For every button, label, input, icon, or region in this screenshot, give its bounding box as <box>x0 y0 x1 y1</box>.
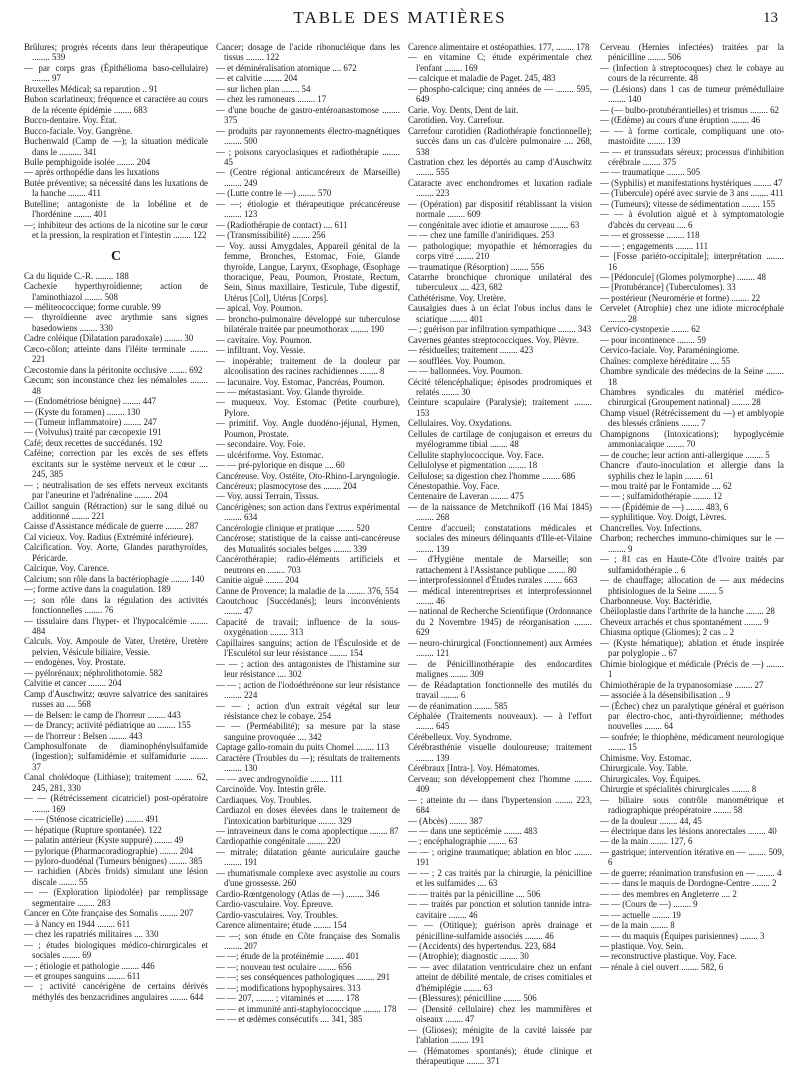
index-entry: — — traumatique ........ 505 <box>600 167 701 178</box>
index-entry: — secondaire. Voy. Foie. <box>216 439 306 450</box>
index-entry: Causalgies dues à un éclat l'obus inclus dans le sciatique ........ 401 <box>408 303 592 324</box>
index-entry: Buchenwald (Camp de —); la situation médicale dans le .......... 341 <box>24 136 208 157</box>
index-entry: Caractère (Troubles du —); résultats de traitements ........ 130 <box>216 752 400 774</box>
index-entry: — — ballonnées. Voy. Poumon. <box>408 366 523 377</box>
index-entry: Ca du liquide C.-R. ........ 188 <box>24 270 129 281</box>
index-entry: — — des membres en Angleterre .... 2 <box>600 888 737 899</box>
index-entry: — congénitale avec idiotie et amaurose ........ 63 <box>408 219 580 230</box>
index-entry: — — (Sténose cicatricielle) ........ 491 <box>24 814 159 825</box>
index-entry: — ; neutralisation de ses effets nerveux excitants par l'aneurine et l'adrénaline ........ 204 <box>24 479 208 501</box>
index-entry: Cæco-côlon; atteinte dans l'iléite terminale ........ 221 <box>24 343 208 365</box>
index-entry: Cataracte avec enchondromes et luxation radiale ........ 223 <box>408 177 592 199</box>
index-entry: — pathologique; myopathie et hémorragies du corps vitré ........ 210 <box>408 240 592 262</box>
index-entry: — — dans une septicémie ........ 483 <box>408 825 538 836</box>
index-column-3 <box>408 42 592 1074</box>
index-entry: Cæcum; son inconstance chez les némaloles ........ 48 <box>24 375 208 396</box>
index-entry: Bruxelles Médical; sa reparution .. 91 <box>24 83 158 94</box>
index-entry: Caoutchouc [Succédanés]; leurs inconvénients ........ 47 <box>216 596 400 617</box>
index-entry: — (Transmissibilité) ........ 256 <box>216 230 326 241</box>
page-number: 13 <box>763 10 778 26</box>
index-entry: — soufrée; le thiophène, médicament neurologique ........ 15 <box>600 731 784 753</box>
index-entry: Cancérothérapie; radio-éléments artificiels et neutrons en ........ 703 <box>216 554 400 575</box>
index-entry: Cerveau; son développement chez l'homme ........ 409 <box>408 773 592 795</box>
index-entry: Cellulaires. Voy. Oxydations. <box>408 418 512 429</box>
index-entry: — de guerre; réanimation transfusion en — ........ 4 <box>600 867 782 878</box>
index-entry: — —; son étude en Côte française des Somalis ........ 207 <box>216 930 400 951</box>
index-entry: — de chauffage; allocation de — aux médecins phtisiologues de la Seine ........ 5 <box>600 575 784 596</box>
index-entry: — — chez une famille d'aniridiques. 253 <box>408 230 555 241</box>
index-entry: Cécité télencéphalique; épisodes prodromiques et relatés ........ 30 <box>408 376 592 397</box>
index-entry: — —; étude de la protéinémie ........ 401 <box>216 951 360 962</box>
index-entry: — (Infection à streptocoques) chez le cobaye au cours de la récurrente. 48 <box>600 62 784 84</box>
index-entry: — de couche; leur action anti-allergique ........ 5 <box>600 449 770 460</box>
index-entry: — de l'horreur : Belsen ........ 443 <box>24 730 143 741</box>
index-entry: — ; activité cancérigène de certains dérivés méthylés des benzacridines angulaires ........ 644 <box>24 981 208 1002</box>
index-entry: Centenaire de Laveran ........ 475 <box>408 491 524 502</box>
index-entry: — ; étiologie et pathologie ........ 446 <box>24 960 155 971</box>
index-entry: Carotidien. Voy. Carrefour. <box>408 115 504 126</box>
index-entry: Cardio-Rœntgenology (Atlas de —) ........ 346 <box>216 888 380 899</box>
index-entry: — (Tubercule) opéré avec survie de 3 ans ........ 411 <box>600 188 784 199</box>
index-entry: — de Pénicillinothérapie des endocardites malignes ........ 309 <box>408 658 592 680</box>
index-entry: — pyloro-duodénal (Tumeurs bénignes) ........ 385 <box>24 855 203 866</box>
running-head <box>0 6 800 32</box>
index-entry: — ; atteinte du — dans l'hypertension ........ 223, 684 <box>408 794 592 816</box>
index-entry: — — pré-pylorique en disque .... 60 <box>216 460 345 471</box>
index-entry: — broncho-pulmonaire développé sur tuberculose bilatérale traitée par pneumothorax ........ 190 <box>216 313 400 335</box>
index-entry: Cénestopathie. Voy. Face. <box>408 481 500 492</box>
index-entry: Cardiaques. Voy. Troubles. <box>216 794 312 805</box>
index-entry: — et calvitie ........ 204 <box>216 73 298 84</box>
index-entry: Bulle pemphigoïde isolée ........ 204 <box>24 156 151 167</box>
index-entry: — mou traité par le Fontamide .... 62 <box>600 481 732 492</box>
index-entry: Champignons (Intoxications); hypoglycémie ammoniacaïque ........ 70 <box>600 428 784 450</box>
section-letter: C <box>110 248 122 264</box>
index-column-1 <box>24 42 208 1074</box>
index-entry: — d'Hygiène mentale de Marseille; son rattachement à l'Assistance publique ........ 80 <box>408 554 592 575</box>
index-entry: — ; poisons caryoclasiques et radiothérapie ........ 45 <box>216 146 400 167</box>
index-entry: Carie. Voy. Dents, Dent de lait. <box>408 104 519 115</box>
index-entry: Chancre d'auto-inoculation et allergie dans la syphilis chez le lapin ........ 61 <box>600 460 784 481</box>
index-entry: Cervico-cystopexie ........ 62 <box>600 324 701 335</box>
index-entry: Canne de Provence; la maladie de la ........ 376, 554 <box>216 585 399 596</box>
index-entry: — endogènes. Voy. Prostate. <box>24 657 126 668</box>
index-entry: Cellulolyse et pigmentation ........ 18 <box>408 460 538 471</box>
index-entry: — hépatique (Rupture spontanée). 122 <box>24 824 162 835</box>
index-entry: — — avec dilatation ventriculaire chez un enfant atteint de débilité mentale, de crises comitiales et d'hémiplégie ........ 63 <box>408 961 592 993</box>
index-entry: — — actuelle ........ 19 <box>600 909 681 920</box>
index-entry: Champ visuel (Rétrécissement du —) et amblyopie des blessés crâniens ........ 7 <box>600 407 784 429</box>
index-entry: — après orthopédie dans les luxations <box>24 167 160 178</box>
index-entry: — biliaire sous contrôle manométrique et radiographique préopératoire ........ 58 <box>600 794 784 816</box>
index-entry: — de la main ........ 127, 6 <box>600 836 693 847</box>
index-entry: — médical interentreprises et interprofessionnel ........ 46 <box>408 585 592 607</box>
index-entry: — — à forme corticale, compliquant une oto-mastoïdite ........ 139 <box>600 125 784 147</box>
index-entry: Caféine; correction par les excès de ses effets excitants sur le système nerveux et le cœur .... 245, 385 <box>24 448 208 480</box>
index-entry: — — à évolution aiguë et à symptomatologie d'abcès du cerveau .... 6 <box>600 209 784 230</box>
index-entry: — — (Cours de —) ........ 9 <box>600 899 698 910</box>
index-entry: — chez les rapatriés militaires .... 330 <box>24 929 159 940</box>
index-entry: — de la main ........ 8 <box>600 920 675 931</box>
index-entry: Cérébelleux. Voy. Syndrome. <box>408 731 512 742</box>
index-entry: — primitif. Voy. Angle duodéno-jéjunal, Hymen, Poumon, Prostate. <box>216 418 400 439</box>
index-entry: — (Hématomes spontanés); étude clinique et thérapeutique ........ 371 <box>408 1045 592 1066</box>
index-entry: — national de Recherche Scientifique (Ordonnance du 2 Novembre 1945) de réorganisation ........ 629 <box>408 606 592 638</box>
index-entry: — et groupes sanguins ........ 611 <box>24 970 141 981</box>
index-entry: — (— bulbo-protubérantielles) et trismus ........ 62 <box>600 104 779 115</box>
index-entry: — pour incontinence ........ 59 <box>600 334 706 345</box>
index-entry: Chimiothérapie de la trypanosomiase ........ 27 <box>600 679 764 690</box>
index-entry: — (Opération) par dispositif rétablissant la vision normale ........ 609 <box>408 198 592 220</box>
index-entry: — soufflées. Voy. Poumon. <box>408 355 506 366</box>
index-entry: Calculs. Voy. Ampoule de Vater, Uretère, Uretère pelvien, Vésicule biliaire, Vessie. <box>24 636 208 657</box>
index-entry: Cérébraux [Intra-]. Voy. Hématomes. <box>408 763 540 774</box>
index-entry: Café; deux recettes de succédanés. 192 <box>24 437 163 448</box>
index-entry: — — (Otitique); guérison après drainage et pénicilline-sulfamide associés ........ 46 <box>408 920 592 941</box>
index-entry: — inopérable; traitement de la douleur par alcoolisation des racines rachidiennes ........ 8 <box>216 355 400 377</box>
index-entry: Captage gallo-romain du puits Chomel ........ 113 <box>216 742 390 753</box>
index-entry: — (Glioses); ménigite de la cavité laissée par l'ablation ........ 191 <box>408 1024 592 1046</box>
index-entry: — mitrale; dilatation géante auriculaire gauche ........ 191 <box>216 846 400 868</box>
index-entry: — — et œdèmes consécutifs .... 341, 385 <box>216 1014 363 1025</box>
index-entry: — — ; sulfamidothérapie ........ 12 <box>600 491 723 502</box>
index-entry: Camphosulfonate de diaminophénylsulfamide (Ingestion); sulfamidémie et sulfamidurie ........ 37 <box>24 741 208 772</box>
index-entry: — [Protubérance] (Tuberculomes). 33 <box>600 282 736 293</box>
index-entry: — Voy. aussi Amygdales, Appareil génital de la femme, Bronches, Estomac, Foie, Glande thyroïde, Langue, Larynx, Œsophage, Œsophage thoracique, Peau, Poumon, Prostate, Rectum, Sein, Sinus maxillaire, Testicule, Tube digestif, Utérus [Col], Utérus [Corps]. <box>216 240 400 303</box>
index-entry: — — et transsudats séreux; processus d'inhibition cérébrale ........ 375 <box>600 146 784 167</box>
index-entry: Chéiloplastie dans l'arthrite de la hanche ........ 28 <box>600 606 775 617</box>
index-entry: — (Endométriose bénigne) ........ 447 <box>24 396 157 407</box>
index-entry: — infiltrant. Voy. Vessie. <box>216 345 306 356</box>
index-entry: — de la naissance de Metchnikoff (16 Mai 1845) ........ 268 <box>408 501 592 523</box>
index-entry: Centre d'accueil; constatations médicales et sociales des mineurs délinquants d'Ille-et-Vilaine ........ 139 <box>408 522 592 554</box>
index-entry: Cervico-faciale. Voy. Paraméningiome. <box>600 345 740 356</box>
index-entry: — associée à la désensibilisation .. 9 <box>600 690 731 701</box>
index-entry: — (Accidents) des hypertendus. 223, 684 <box>408 940 556 951</box>
index-entry: Cardiazol en doses élevées dans le traitement de l'intoxication barbiturique ........ 329 <box>216 805 400 826</box>
index-entry: — de réanimation ........ 585 <box>408 700 508 711</box>
index-column-2 <box>216 42 400 1074</box>
index-entry: Cellules de cartilage de conjugaison et erreurs du myélogramme tibial ........ 48 <box>408 428 592 450</box>
index-entry: — — ; engagements ........ 111 <box>600 240 709 251</box>
index-entry: Cervelet (Atrophie) chez une idiote microcéphale ........ 28 <box>600 303 784 324</box>
index-entry: Cancérigènes; son action dans l'extrus expérimental ........ 634 <box>216 501 400 523</box>
index-entry: — de Réadaptation fonctionnelle des mutilés du travail ........ 6 <box>408 679 592 701</box>
index-entry: Bubon scarlatineux; fréquence et caractère au cours de la récente épidémie ........ 683 <box>24 94 208 115</box>
index-entry: Catarrhe bronchique chronique unilatéral des tuberculeux .... 423, 682 <box>408 271 592 293</box>
index-entry: Canal cholédoque (Lithiase); traitement ........ 62, 245, 281, 330 <box>24 772 208 793</box>
index-entry: Chirurgicale. Voy. Table. <box>600 763 689 774</box>
index-entry: — (Kyste hématique); ablation et étude inspirée par polyglopie .. 67 <box>600 637 784 659</box>
index-entry: — — ; origine traumatique; ablation en bloc ........ 191 <box>408 846 592 868</box>
index-entry: Chiasma optique (Gliomes); 2 cas .. 2 <box>600 627 735 638</box>
index-entry: — plastique. Voy. Sein. <box>600 940 684 951</box>
index-entry: Brûlures; progrès récents dans leur thérapeutique ........ 539 <box>24 42 208 63</box>
index-entry: Camp d'Auschwitz; œuvre salvatrice des sanitaires russes au .... 568 <box>24 688 208 710</box>
index-entry: Capillaires sanguins; action de l'Ésculoside et de l'Esculétol sur leur résistance ........ 154 <box>216 637 400 659</box>
index-entry: Ceinture scapulaire (Paralysie); traitement ........ 153 <box>408 397 592 418</box>
index-entry: —; son rôle dans la régulation des activités fonctionnelles ........ 76 <box>24 594 208 616</box>
index-entry: — chez les ramoneurs ........ 17 <box>216 94 327 105</box>
index-entry: — à Nancy en 1944 ........ 611 <box>24 918 131 929</box>
index-entry: — (Lutte contre le —) ........ 570 <box>216 188 332 199</box>
index-entry: Cancer en Côte française des Somalis ........ 207 <box>24 908 194 919</box>
index-entry: — — 207, ........ ; vitaminés et ........ 178 <box>216 993 360 1004</box>
index-entry: Cardio-vasculaires. Voy. Troubles. <box>216 909 339 920</box>
index-entry: — ; 81 cas en Haute-Côte d'Ivoire traités par sulfamidothérapie .. 6 <box>600 554 784 575</box>
index-entry: Cellulite staphylococcique. Voy. Face. <box>408 449 544 460</box>
index-entry: — ulcériforme. Voy. Estomac. <box>216 449 324 460</box>
index-entry: Chirurgicales. Voy. Équipes. <box>600 773 701 784</box>
index-entry: — cavitaire. Voy. Poumon. <box>216 334 312 345</box>
index-entry: — postérieur (Neuromérie et forme) ........ 22 <box>600 292 761 303</box>
index-entry: Calcique. Voy. Carence. <box>24 563 110 574</box>
index-entry: — —; étiologie et thérapeutique précancéreuse ........ 123 <box>216 198 400 220</box>
index-entry: — intraveineux dans le coma apoplectique ........ 87 <box>216 825 399 836</box>
index-entry: Carence alimentaire et ostéopathies. 177, ........ 178 <box>408 42 590 52</box>
index-entry: Bucco-faciale. Voy. Gangrène. <box>24 125 133 136</box>
index-entry: —; inhibiteur des actions de la nicotine sur le cœur et la pression, la respiration et l'intestin ........ 122 <box>24 219 208 241</box>
index-entry: Cachexie hyperthyroïdienne; action de l'aminothiazol ........ 508 <box>24 281 208 302</box>
index-entry: — pylorique (Pharmacoradiographie) ........ 204 <box>24 845 194 856</box>
index-entry: Chambre syndicale des médecins de la Seine ........ 18 <box>600 366 784 387</box>
index-entry: Cancérologie clinique et pratique ........ 520 <box>216 522 370 533</box>
index-entry: Butelline; antagoniste de la lobéline et de l'hordénine ........ 401 <box>24 198 208 220</box>
index-entry: Butée préventive; sa nécessité dans les luxations de la hanche ........ 411 <box>24 177 208 199</box>
index-entry: — Voy. aussi Terrain, Tissus. <box>216 491 320 502</box>
index-entry: — de la douleur ........ 44, 45 <box>600 815 702 826</box>
index-entry: — thyroïdienne avec arythmie sans signes basedowiens ........ 330 <box>24 312 208 333</box>
index-entry: — — (Perméabilité); sa mesure par la stase sanguine provoquée .... 342 <box>216 721 400 742</box>
index-entry: — interprofessionnel d'Études rurales ........ 663 <box>408 575 578 586</box>
index-entry: — — et immunité anti-staphylococcique ........ 178 <box>216 1003 397 1014</box>
index-entry: — (Lésions) dans 1 cas de tumeur prémédullaire ........ 140 <box>600 83 784 105</box>
index-entry: Bucco-dentaire. Voy. État. <box>24 115 117 126</box>
index-entry: — gastrique; intervention itérative en — ........ 509, 6 <box>600 846 784 868</box>
index-entry: — de Belsen: le camp de l'horreur ........ 443 <box>24 709 181 720</box>
index-entry: — calcique et maladie de Paget. 245, 483 <box>408 73 556 84</box>
index-entry: — phospho-calcique; cinq années de — ........ 595, 649 <box>408 83 592 105</box>
index-entry: Cérébrasthénie visuelle douloureuse; traitement ........ 139 <box>408 742 592 763</box>
index-entry: Calcium; son rôle dans la bactériophagie ........ 140 <box>24 573 205 584</box>
index-entry: — rachidien (Abcès froids) simulant une lésion discale ........ 55 <box>24 866 208 887</box>
index-entry: Cæcostomie dans la péritonite occlusive ........ 692 <box>24 364 203 375</box>
index-entry: — (Centre régional anticancéreux de Marseille) ........ 249 <box>216 167 400 188</box>
index-entry: — pyélorénaux; néphrolithotomie. 582 <box>24 667 163 678</box>
index-entry: — (Kyste du foramen) ........ 130 <box>24 406 141 417</box>
index-entry: Carence alimentaire; étude ........ 154 <box>216 920 347 931</box>
index-entry: — — ; action de l'iodoéthrénone sur leur résistance ........ 224 <box>216 679 400 701</box>
index-entry: — électrique dans les lésions anorectales ........ 40 <box>600 825 777 836</box>
index-entry: Cancéreux; plasmocytose des ........ 204 <box>216 481 357 492</box>
index-entry: — (Tumeur inflammatoire) ........ 247 <box>24 416 157 427</box>
index-entry: — sur lichen plan ........ 54 <box>216 83 311 94</box>
index-entry: — — traités par la pénicilline .... 506 <box>408 888 541 899</box>
index-entry: Caisse d'Assistance médicale de guerre ........ 287 <box>24 521 199 532</box>
index-entry: — — ; action des antagonistes de l'histamine sur leur résistance .... 302 <box>216 658 400 680</box>
index-entry: Cardiopathie congénitale ........ 220 <box>216 836 341 847</box>
index-entry: Carcinoïde. Voy. Intestin grêle. <box>216 784 327 795</box>
index-entry: Chimie biologique et médicale (Précis de —) ........ 1 <box>600 658 784 680</box>
index-entry: Chimisme. Voy. Estomac. <box>600 752 692 763</box>
index-entry: — — (Exploration lipiodolée) par remplissage segmentaire ........ 283 <box>24 887 208 908</box>
index-entry: — ; études biologiques médico-chirurgicales et sociales ........ 69 <box>24 939 208 961</box>
index-entry: Calvitie et cancer ........ 204 <box>24 678 122 689</box>
index-entry: — ; guérison par infiltration sympathique ........ 343 <box>408 324 592 335</box>
index-entry: — —; nouveau test oculaire ........ 656 <box>216 961 352 972</box>
index-entry: — [Fosse pariéto-occipitale]; interprétation ........ 16 <box>600 251 784 272</box>
index-entry: Capacité de travail; influence de la sous-oxygénation ........ 313 <box>216 616 400 638</box>
index-entry: — résiduelles; traitement ........ 423 <box>408 345 534 356</box>
index-column-4 <box>600 42 784 1074</box>
index-entry: — — ; 2 cas traités par la chirurgie, la pénicilline et les sulfamides .... 63 <box>408 867 592 889</box>
index-entry: Charbonneuse. Voy. Bactéridie. <box>600 596 712 607</box>
index-entry: — — ; action d'un extrait végétal sur leur résistance chez le cobaye. 254 <box>216 700 400 721</box>
index-entry: — — (Épidémie de —) ........ 483, 6 <box>600 501 729 512</box>
index-entry: Chambres syndicales du matériel médico-chirurgical (Groupement national) ........ 28 <box>600 386 784 408</box>
index-entry: — rhumatismale complexe avec asystolie au cours d'une grossesse. 260 <box>216 867 400 889</box>
index-entry: Castration chez les déportés au camp d'Auschwitz ........ 555 <box>408 156 592 178</box>
index-entry: Cancérose; statistique de la caisse anti-cancéreuse des Mutualités sociales belges ........ 339 <box>216 533 400 554</box>
index-entry: — (Radiothérapie de contact) .... 611 <box>216 219 348 230</box>
index-entry: Cancéreuse. Voy. Ostéite, Oto-Rhino-Laryngologie. <box>216 470 400 481</box>
index-entry: — ; encéphalographie ........ 63 <box>408 836 518 847</box>
index-entry: Cathétérisme. Voy. Uretère. <box>408 292 506 303</box>
index-entry: — (Volvulus) traité par cæcopexie 191 <box>24 427 162 438</box>
index-entry: Cadre coléique (Dilatation paradoxale) ........ 30 <box>24 333 194 344</box>
index-entry: — en vitamine C; étude expérimentale chez l'enfant ........ 169 <box>408 52 592 73</box>
index-entry: — —; modifications hypophysaires. 313 <box>216 982 361 993</box>
index-entry: Céphalée (Traitements nouveaux). — à l'effort ........ 645 <box>408 711 592 732</box>
index-entry: Cal vicieux. Voy. Radius (Extrémité inférieure). <box>24 531 194 542</box>
index-entry: Chirurgie et spécialités chirurgicales ........ 8 <box>600 784 757 795</box>
index-columns <box>24 42 784 1074</box>
index-entry: — (Blessures); pénicilline ........ 506 <box>408 993 537 1004</box>
index-entry: — (Œdème) au cours d'une éruption ........ 46 <box>600 115 761 126</box>
index-entry: — (Tumeurs); vitesse de sédimentation ........ 155 <box>600 198 776 209</box>
index-entry: — syphilitique. Voy. Doigt, Lèvres. <box>600 512 727 523</box>
index-entry: — reconstructive plastique. Voy. Face. <box>600 951 737 962</box>
index-entry: — de Drancy; activité pédiatrique au ........ 155 <box>24 720 191 731</box>
page-title: TABLE DES MATIÈRES <box>293 8 507 27</box>
index-entry: — tissulaire dans l'hyper- et l'hypocalcémie ........ 484 <box>24 615 208 637</box>
index-entry: — d'une bouche de gastro-entéroanastomose ........ 375 <box>216 104 400 126</box>
index-entry: — et déminéralisation atomique .... 672 <box>216 62 357 73</box>
index-entry: Cavernes géantes streptococciques. Voy. Plèvre. <box>408 334 579 345</box>
index-entry: Carrefour carotidien (Radiothérapie fonctionnelle); succès dans un cas d'ulcère pulmonaire .... 268, 538 <box>408 125 592 157</box>
index-entry: — — dans le maquis de Dordogne-Centre ........ 2 <box>600 878 777 889</box>
index-entry: — — du maquis (Équipes parisiennes) ........ 3 <box>600 930 765 941</box>
index-entry: — méliteococcique; forme curable. 99 <box>24 301 161 312</box>
index-entry: — traumatique (Résorption) ........ 556 <box>408 261 545 272</box>
index-entry: Calcification. Voy. Aorte, Glandes parathyroïdes, Péricarde. <box>24 542 208 563</box>
index-entry: — —; ses conséquences pathologiques ........ 291 <box>216 972 391 983</box>
index-entry: Caillot sanguin (Rétraction) sur le sang dilué ou additionné ........ 221 <box>24 500 208 522</box>
index-entry: Cancer; dosage de l'acide ribonucléique dans les tissus ........ 122 <box>216 42 400 63</box>
index-entry: — — métastasiant. Voy. Glande thyroïde. <box>216 386 364 397</box>
index-entry: — — traités par ponction et solution tannide intra-cavitaire ........ 46 <box>408 899 592 920</box>
index-entry: Canitie aiguë ........ 204 <box>216 575 299 586</box>
index-entry: — (Syphilis) et manifestations hystériques ........ 47 <box>600 177 783 188</box>
index-entry: — (Densité cellulaire) chez les mammifères et oiseaux ........ 47 <box>408 1003 592 1025</box>
index-entry: Chancrelles. Voy. Infections. <box>600 522 702 533</box>
index-entry: — — avec androgynoïdie ........ 111 <box>216 773 343 784</box>
index-entry: Chaînes: complexe héréditaire .... 55 <box>600 355 731 366</box>
index-entry: —; forme active dans la coagulation. 189 <box>24 584 171 595</box>
index-entry: — (Échec) chez un paralytique général et guérison par électro-choc, anti-thyroïdienne; méthodes nouvelles ........ 64 <box>600 700 784 732</box>
index-entry: Charbon; recherches immuno-chimiques sur le — ........ 9 <box>600 533 784 554</box>
index-entry: — muqueux. Voy. Estomac (Petite courbure), Pylore. <box>216 397 400 418</box>
index-entry: — (Atrophie); diagnostic ........ 30 <box>408 951 529 962</box>
index-entry: Cerveau (Hernies infectées) traitées par la pénicilline ........ 506 <box>600 42 784 63</box>
index-entry: — par corps gras (Épithélioma baso-cellulaire) ........ 97 <box>24 62 208 84</box>
index-entry: — [Pédoncule] (Glomes polymorphe) ........ 48 <box>600 271 766 282</box>
index-entry: Cheveux arrachés et chus spontanément ........ 9 <box>600 616 769 627</box>
index-entry: — rénale à ciel ouvert ........ 582, 6 <box>600 961 724 972</box>
index-entry: — (Abcès) ........ 387 <box>408 815 483 826</box>
index-entry: — apical. Voy. Poumon. <box>216 303 303 314</box>
index-entry: — — et grossesse ........ 118 <box>600 230 700 241</box>
index-entry: — palatin antérieur (Kyste suppuré) ........ 49 <box>24 835 184 846</box>
index-entry: — produits par rayonnements électro-magnétiques ........ 500 <box>216 125 400 147</box>
index-entry: — neuro-chirurgical (Fonctionnement) aux Armées ........ 121 <box>408 637 592 659</box>
index-entry: — — (Rétrécissement cicatriciel) post-opératoire ........ 169 <box>24 793 208 814</box>
index-entry: Cardio-vasculaire. Voy. Épreuve. <box>216 899 334 910</box>
index-entry: Cellulose; sa digestion chez l'homme ........ 686 <box>408 470 576 481</box>
index-entry: — lacunaire. Voy. Estomac, Pancréas, Poumon. <box>216 376 385 387</box>
